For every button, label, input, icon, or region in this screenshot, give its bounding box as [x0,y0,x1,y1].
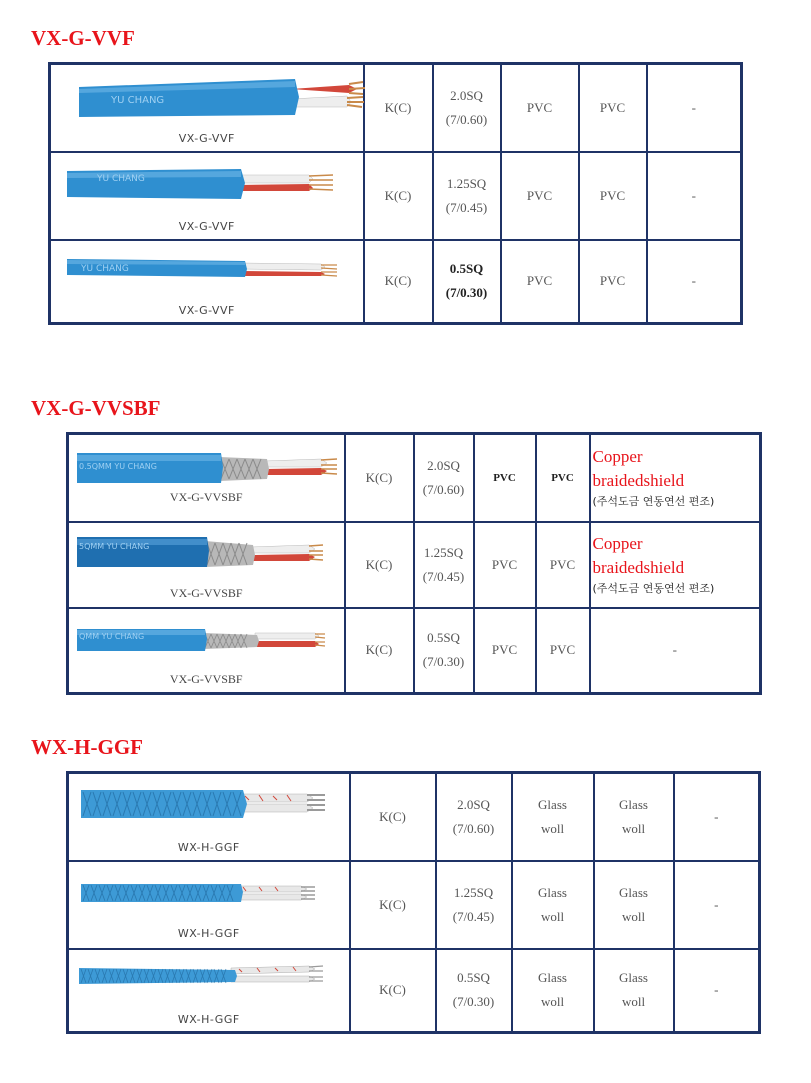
size-cell [436,949,512,1033]
spec-table-wx-h-ggf [66,771,761,1034]
cable-image-cell [68,522,345,608]
table-row [50,64,742,152]
table-row [68,949,760,1033]
shield-cell: - [590,608,761,694]
spec-table-vx-g-vvsbf [66,432,762,695]
conductor-cell: K(C) [350,949,436,1033]
conductor-cell: K(C) [364,64,433,152]
sheath-cell: PVC [579,64,647,152]
size-value: 1.25SQ [423,544,464,560]
shield-cell: - [647,64,742,152]
cable-image-cell [68,773,350,861]
conductor-cell: K(C) [350,861,436,949]
cable-label: WX-H-GGF [177,1012,240,1026]
insulation-cell [512,773,594,861]
insulation-value: PVC [493,472,516,485]
size-value: 2.0SQ [457,796,490,812]
cable-label: VX-G-VVF [178,219,235,233]
insulation-value-2: woll [540,908,565,924]
sheath-value: PVC [551,472,574,485]
conductor-cell: K(C) [345,434,414,522]
sheath-cell: PVC [536,608,590,694]
shield-korean-note: (주석도금 연동연선 편조) [592,494,715,508]
cable-label: WX-H-GGF [177,926,240,940]
conductor-cell: K(C) [364,240,433,324]
sheath-value-1: Glass [619,884,648,900]
svg-text:QMM YU CHANG: QMM YU CHANG [79,631,145,641]
shield-cell: - [674,861,760,949]
size-value: 2.0SQ [427,457,460,473]
insulation-cell [512,949,594,1033]
svg-text:5QMM YU CHANG: 5QMM YU CHANG [79,541,150,551]
section-title-wx-h-ggf: WX-H-GGF [31,735,143,759]
svg-text:0.5QMM YU CHANG: 0.5QMM YU CHANG [79,462,157,471]
conductor-cell: K(C) [350,773,436,861]
cable-image-cell [68,861,350,949]
svg-text:YU CHANG: YU CHANG [97,173,145,184]
section-title-vx-g-vvsbf: VX-G-VVSBF [31,396,161,420]
table-row [68,522,761,608]
insulation-cell [474,434,536,522]
shield-korean-note: (주석도금 연동연선 편조) [592,581,715,595]
shield-name-line2: braidedshield [592,557,685,577]
insulation-value-1: Glass [538,970,567,986]
sheath-cell [594,861,674,949]
shield-cell: - [647,152,742,240]
strand-value: (7/0.45) [445,199,488,215]
sheath-value-2: woll [621,994,646,1010]
cable-image-cell [68,608,345,694]
cable-label: VX-G-VVSBF [169,490,243,504]
cable-label: VX-G-VVF [178,303,235,317]
shield-name-line1: Copper [592,446,643,466]
sheath-cell: PVC [579,240,647,324]
conductor-cell: K(C) [364,152,433,240]
table-row [68,434,761,522]
insulation-value-2: woll [540,820,565,836]
cable-label: VX-G-VVF [178,132,235,145]
size-cell [433,152,501,240]
insulation-value-1: Glass [538,884,567,900]
insulation-cell: PVC [474,522,536,608]
strand-value: (7/0.45) [452,908,495,924]
size-value: 1.25SQ [453,884,494,900]
sheath-cell: PVC [579,152,647,240]
table-row [68,773,760,861]
strand-value: (7/0.60) [445,111,488,127]
shield-name-line1: Copper [592,533,643,553]
insulation-value-2: woll [540,994,565,1010]
insulation-cell [512,861,594,949]
size-cell [433,240,501,324]
sheath-value-2: woll [621,820,646,836]
sheath-value-2: woll [621,908,646,924]
conductor-cell: K(C) [345,522,414,608]
size-cell [414,608,474,694]
size-value: 1.25SQ [446,175,487,191]
size-value: 2.0SQ [450,87,483,103]
insulation-cell: PVC [501,240,579,324]
shield-cell: - [674,773,760,861]
insulation-cell: PVC [474,608,536,694]
strand-value: (7/0.60) [422,481,465,497]
cable-label: VX-G-VVSBF [169,585,243,600]
sheath-value-1: Glass [619,796,648,812]
cable-image-cell [68,434,345,522]
strand-value: (7/0.45) [422,568,465,584]
section-title-vx-g-vvf: VX-G-VVF [31,26,135,50]
cable-label: VX-G-VVSBF [169,671,243,686]
svg-text:YU CHANG: YU CHANG [111,95,165,106]
size-value: 0.5SQ [457,970,490,986]
shield-cell [590,434,761,522]
table-row [50,152,742,240]
insulation-value-1: Glass [538,796,567,812]
insulation-cell: PVC [501,64,579,152]
sheath-value-1: Glass [619,970,648,986]
sheath-cell [594,949,674,1033]
spec-table-vx-g-vvf [48,62,743,325]
strand-value: (7/0.30) [452,994,495,1010]
sheath-cell [536,434,590,522]
shield-cell [590,522,761,608]
cable-image-cell [50,152,364,240]
size-cell [436,861,512,949]
cable-image-cell [50,240,364,324]
cable-vvsbf-2-0-image [69,435,346,523]
strand-value: (7/0.30) [422,654,465,670]
strand-value: (7/0.30) [445,285,488,301]
cable-label: WX-H-GGF [177,841,240,854]
size-value: 0.5SQ [449,261,484,277]
cable-image-cell [68,949,350,1033]
strand-value: (7/0.60) [452,820,495,836]
size-cell [433,64,501,152]
sheath-cell [594,773,674,861]
svg-text:YU CHANG: YU CHANG [81,263,129,274]
table-row [68,861,760,949]
size-value: 0.5SQ [427,630,460,646]
shield-cell: - [674,949,760,1033]
size-cell [436,773,512,861]
conductor-cell: K(C) [345,608,414,694]
size-cell [414,434,474,522]
shield-cell: - [647,240,742,324]
table-row [50,240,742,324]
table-row [68,608,761,694]
cable-image-cell [50,64,364,152]
size-cell [414,522,474,608]
sheath-cell: PVC [536,522,590,608]
shield-name-line2: braidedshield [592,470,685,490]
insulation-cell: PVC [501,152,579,240]
